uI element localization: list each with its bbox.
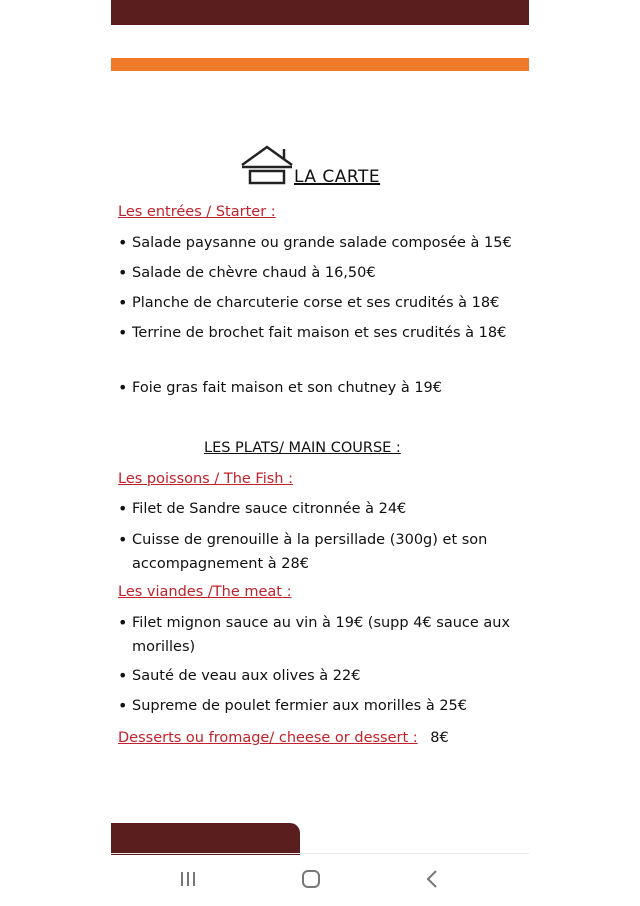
list-item: • Cuisse de grenouille à la persillade (300g) et son accompagnement à 28€ — [118, 528, 517, 576]
starters-heading: Les entrées / Starter : — [118, 204, 276, 220]
menu-title: LA CARTE — [294, 167, 381, 187]
list-item: • Supreme de poulet fermier aux morilles à 25€ — [118, 694, 527, 718]
meat-heading: Les viandes /The meat : — [118, 584, 292, 600]
home-icon[interactable] — [300, 868, 322, 890]
desserts-heading: Desserts ou fromage/ cheese or dessert : — [118, 730, 418, 746]
desserts-row — [118, 726, 449, 750]
list-item: • Salade paysanne ou grande salade composée à 15€ — [118, 231, 527, 255]
list-item: • Filet de Sandre sauce citronnée à 24€ — [118, 497, 527, 521]
list-item: • Planche de charcuterie corse et ses crudités à 18€ — [118, 291, 527, 315]
mains-heading: LES PLATS/ MAIN COURSE : — [204, 440, 401, 456]
footer-tab — [111, 823, 300, 855]
back-icon[interactable] — [424, 868, 440, 890]
list-item: • Filet mignon sauce au vin à 19€ (supp 4€ sauce aux morilles) — [118, 611, 527, 659]
desserts-price: 8€ — [430, 730, 449, 746]
header-bar — [111, 0, 529, 25]
list-item: • Sauté de veau aux olives à 22€ — [118, 664, 527, 688]
recent-apps-icon[interactable] — [178, 868, 198, 890]
house-icon — [240, 143, 294, 187]
accent-bar — [111, 58, 529, 71]
list-item: • Foie gras fait maison et son chutney à 19€ — [118, 376, 527, 400]
list-item: • Terrine de brochet fait maison et ses crudités à 18€ — [118, 321, 512, 345]
list-item: • Salade de chèvre chaud à 16,50€ — [118, 261, 527, 285]
fish-heading: Les poissons / The Fish : — [118, 471, 293, 487]
nav-divider — [111, 853, 529, 854]
menu-title-row — [240, 143, 410, 191]
